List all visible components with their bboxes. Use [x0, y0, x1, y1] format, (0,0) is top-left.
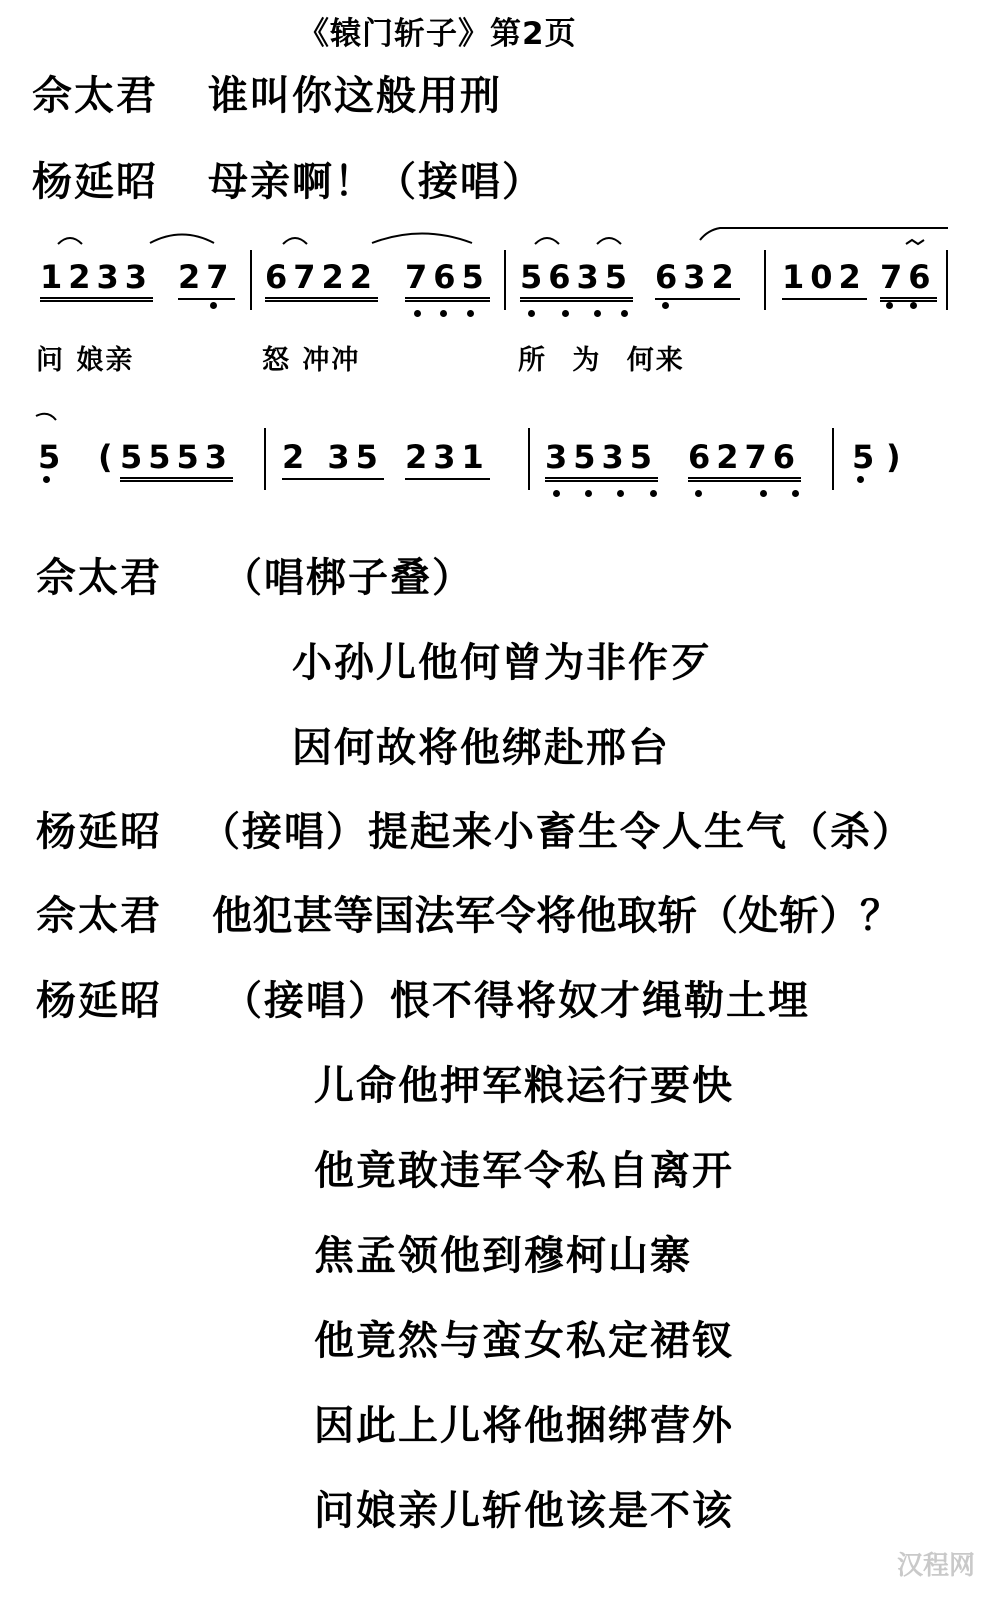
- dialogue-text: （接唱）恨不得将奴才绳勒土埋: [222, 978, 810, 1024]
- dialogue-text: 他犯甚等国法军令将他取斩（处斩）？: [212, 893, 901, 939]
- note-group: 5: [852, 438, 881, 476]
- dialogue-text: 谁叫你这般用刑: [208, 73, 502, 119]
- dialogue-text: 问娘亲儿斩他该是不该: [314, 1488, 734, 1534]
- bar-line: [528, 428, 530, 490]
- note-group: 102: [782, 258, 867, 296]
- note-group: 6276: [688, 438, 801, 476]
- role-name: 佘太君: [32, 73, 158, 119]
- note-group: 231: [405, 438, 490, 476]
- note-group: 5: [38, 438, 67, 476]
- dialogue-text: （唱梆子叠）: [222, 555, 474, 601]
- octave-dot: [760, 490, 767, 497]
- octave-dot: [650, 490, 657, 497]
- lyric-text: 怒 冲冲: [262, 345, 361, 376]
- dialogue-text: 他竟然与蛮女私定裙钗: [314, 1318, 734, 1364]
- dialogue-text: 他竟敢违军令私自离开: [314, 1148, 734, 1194]
- lyric-text: 所 为 何来: [518, 345, 685, 376]
- octave-dot: [553, 490, 560, 497]
- bar-line: [264, 428, 266, 490]
- role-name: 杨延昭: [36, 809, 162, 855]
- octave-dot: [585, 490, 592, 497]
- note-group: ): [886, 438, 907, 476]
- note-group: 2 35: [282, 438, 384, 476]
- note-group: 765: [405, 258, 490, 296]
- role-name: 佘太君: [36, 893, 162, 939]
- octave-dot: [695, 490, 702, 497]
- watermark: 汉程网: [896, 1551, 975, 1581]
- role-name: 佘太君: [36, 555, 162, 601]
- note-group: 632: [655, 258, 740, 296]
- note-group: 5635: [520, 258, 633, 296]
- page-title: 《辕门斩子》第2页: [298, 16, 577, 52]
- bar-line: [832, 428, 834, 490]
- note-group: 5553: [120, 438, 233, 476]
- dialogue-text: （接唱）提起来小畜生令人生气（杀）: [200, 809, 914, 855]
- lyric-text: 问 娘亲: [36, 345, 135, 376]
- dialogue-text: 因此上儿将他捆绑营外: [314, 1403, 734, 1449]
- dialogue-text: 小孙儿他何曾为非作歹: [292, 640, 712, 686]
- octave-dot: [617, 490, 624, 497]
- dialogue-text: 因何故将他绑赴邢台: [292, 725, 670, 771]
- octave-dot: [792, 490, 799, 497]
- dialogue-text: 儿命他押军粮运行要快: [314, 1063, 734, 1109]
- octave-dot: [857, 476, 864, 483]
- note-group: 76: [880, 258, 937, 296]
- note-group: (: [98, 438, 119, 476]
- role-name: 杨延昭: [36, 978, 162, 1024]
- note-group: 27: [178, 258, 235, 296]
- octave-dot: [43, 476, 50, 483]
- dialogue-text: 母亲啊！（接唱）: [208, 159, 544, 205]
- note-group: 3535: [545, 438, 658, 476]
- dialogue-text: 焦孟领他到穆柯山寨: [314, 1233, 692, 1279]
- note-group: 6722: [265, 258, 378, 296]
- slur-marks: [0, 0, 993, 460]
- role-name: 杨延昭: [32, 159, 158, 205]
- note-group: 1233: [40, 258, 153, 296]
